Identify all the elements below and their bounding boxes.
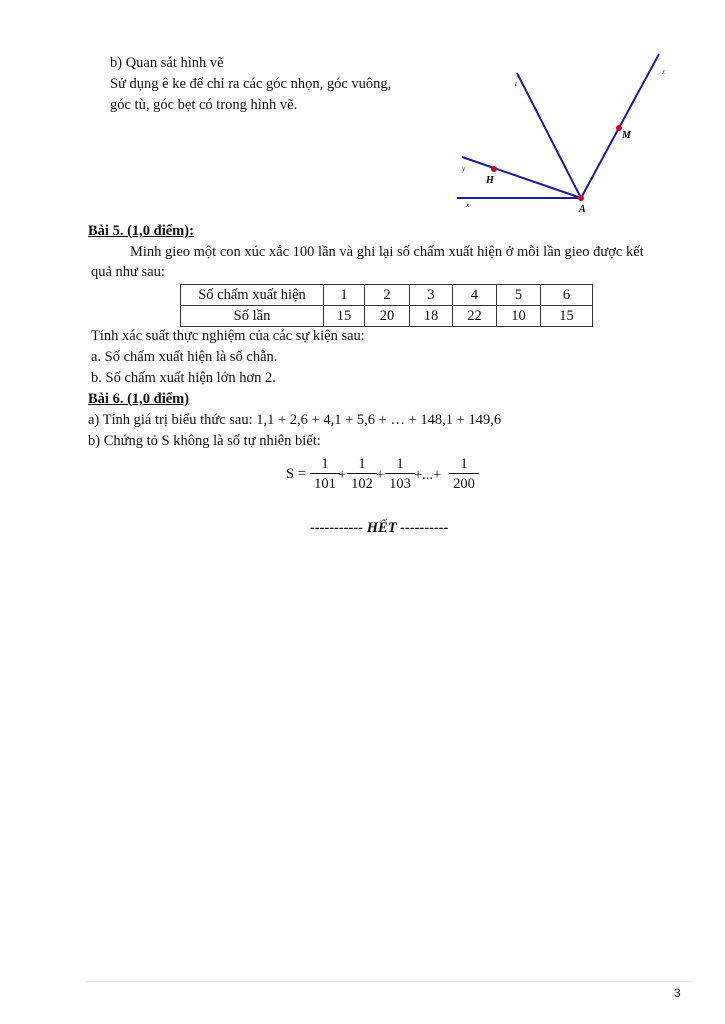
fraction bbox=[382, 455, 418, 492]
table-cell: 1 bbox=[324, 285, 365, 306]
bai5-intro-line2: quả như sau: bbox=[91, 264, 165, 280]
table-cell: 2 bbox=[365, 285, 410, 306]
label-z: z bbox=[662, 68, 665, 76]
fraction-numerator: 1 bbox=[460, 456, 468, 472]
ellipsis-sum: +...+ bbox=[414, 467, 442, 483]
bai5-item-b: b. Số chấm xuất hiện lớn hơn 2. bbox=[91, 370, 276, 386]
frequency-table bbox=[180, 284, 593, 327]
table-cell: 4 bbox=[453, 285, 497, 306]
bai6-part-b: b) Chứng tỏ S không là số tự nhiên biết: bbox=[88, 433, 321, 449]
table-cell: 6 bbox=[541, 285, 593, 306]
fraction-denominator: 103 bbox=[389, 476, 411, 492]
point-a bbox=[578, 195, 584, 201]
table-row-faces bbox=[181, 285, 593, 306]
table-header-faces: Số chấm xuất hiện bbox=[181, 285, 324, 306]
plus-sign: + bbox=[338, 467, 347, 483]
bai5-item-a: a. Số chấm xuất hiện là số chẵn. bbox=[91, 349, 278, 365]
label-a: A bbox=[579, 204, 586, 215]
fraction-denominator: 101 bbox=[314, 476, 336, 492]
label-m: M bbox=[622, 130, 631, 141]
part-b-line3: góc tù, góc bẹt có trong hình vẽ. bbox=[110, 97, 298, 113]
part-b-line1: b) Quan sát hình vẽ bbox=[110, 55, 224, 71]
table-cell: 18 bbox=[410, 306, 453, 327]
fraction bbox=[446, 455, 482, 492]
bai6-part-a: a) Tính giá trị biểu thức sau: 1,1 + 2,6 + 4,1 + 5,6 + … + 148,1 + 149,6 bbox=[88, 412, 502, 428]
label-x: x bbox=[466, 201, 470, 209]
fraction bbox=[344, 455, 380, 492]
table-cell: 10 bbox=[497, 306, 541, 327]
fraction-denominator: 102 bbox=[351, 476, 373, 492]
label-y: y bbox=[462, 165, 466, 173]
table-cell: 5 bbox=[497, 285, 541, 306]
bai6-title: Bài 6. (1,0 điểm) bbox=[88, 391, 190, 407]
end-marker: ----------- HẾT ---------- bbox=[310, 520, 449, 536]
page-number: 3 bbox=[674, 986, 681, 1000]
fraction-numerator: 1 bbox=[321, 456, 329, 472]
table-cell: 15 bbox=[541, 306, 593, 327]
table-cell: 3 bbox=[410, 285, 453, 306]
table-header-counts: Số lần bbox=[181, 306, 324, 327]
bai5-question: Tính xác suất thực nghiệm của các sự kiện sau: bbox=[91, 328, 365, 344]
label-t: t bbox=[515, 80, 517, 88]
fraction-numerator: 1 bbox=[396, 456, 404, 472]
table-cell: 22 bbox=[453, 306, 497, 327]
point-h bbox=[491, 166, 497, 172]
fraction-denominator: 200 bbox=[453, 476, 475, 492]
plus-sign: + bbox=[376, 467, 385, 483]
footer-divider bbox=[86, 981, 692, 982]
fraction-numerator: 1 bbox=[358, 456, 366, 472]
table-cell: 15 bbox=[324, 306, 365, 327]
table-row-counts bbox=[181, 306, 593, 327]
bai5-intro-line1: Minh gieo một con xúc xắc 100 lần và ghi lại số chấm xuất hiện ở mỗi lần gieo được kết bbox=[130, 244, 644, 260]
label-h: H bbox=[486, 175, 494, 186]
geometry-figure bbox=[440, 40, 710, 225]
formula-lhs: S = bbox=[286, 466, 306, 482]
table-cell: 20 bbox=[365, 306, 410, 327]
part-b-line2: Sử dụng ê ke để chỉ ra các góc nhọn, góc vuông, bbox=[110, 76, 392, 92]
bai5-title: Bài 5. (1,0 điểm): bbox=[88, 223, 194, 239]
